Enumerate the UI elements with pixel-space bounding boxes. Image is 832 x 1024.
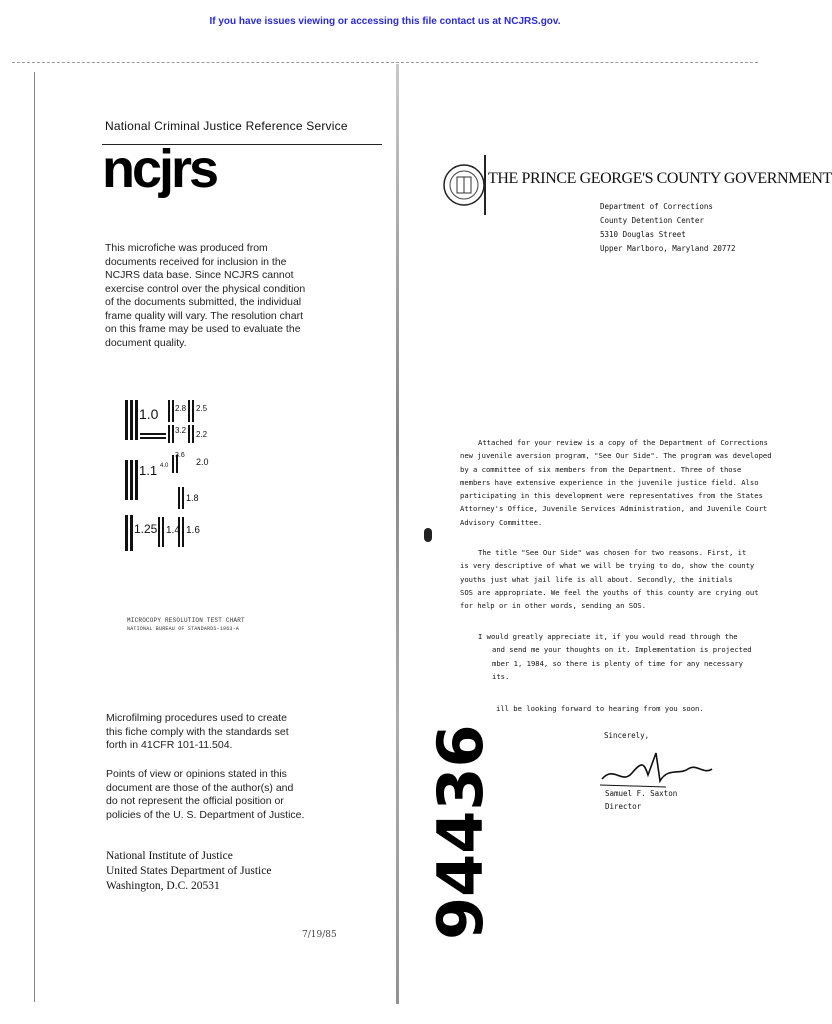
- letter-paragraph-3: [460, 630, 752, 683]
- left-page-edge: [34, 72, 35, 1002]
- institute-line: National Institute of Justice: [106, 850, 233, 862]
- chart-label: 2.8: [175, 404, 187, 413]
- institute-line: Washington, D.C. 20531: [106, 880, 220, 892]
- accession-number-text: 94436: [424, 724, 497, 940]
- department-line: Upper Marlboro, Maryland 20772: [600, 244, 736, 253]
- letter-line: participating in this development were representatives from the States: [460, 491, 763, 501]
- ncjrs-logo: ncjrs: [102, 139, 217, 199]
- binder-hole: [424, 528, 432, 542]
- institute-address: [106, 849, 271, 894]
- chart-label: 2.5: [196, 404, 208, 413]
- letter-line: youths just what jail life is all about. Secondly, the initials: [460, 574, 733, 584]
- service-name: National Criminal Justice Reference Service: [105, 119, 348, 133]
- letter-line: is very descriptive of what we will be trying to do, show the county: [460, 561, 755, 571]
- chart-label: 1.4: [166, 525, 180, 536]
- letter-line: ill be looking forward to hearing from you soon.: [496, 704, 704, 713]
- letter-line: Advisory Committee.: [460, 517, 543, 527]
- signer-block: [605, 787, 677, 813]
- letter-line: The title "See Our Side" was chosen for two reasons. First, it: [478, 548, 747, 557]
- microfilming-notice: Microfilming procedures used to create this fiche comply with the standards set forth in 41CFR 101-11.504.: [106, 712, 289, 751]
- chart-label: 3.2: [175, 426, 187, 435]
- government-title: THE PRINCE GEORGE'S COUNTY GOVERNMENT: [488, 170, 832, 187]
- letter-line: new juvenile aversion program, "See Our Side". The program was developed: [460, 451, 772, 461]
- chart-caption-line: MICROCOPY RESOLUTION TEST CHART: [127, 617, 245, 624]
- chart-label: 4.0: [160, 463, 169, 469]
- letter-line: and send me your thoughts on it. Implementation is projected: [492, 645, 752, 655]
- resolution-test-chart: [120, 395, 220, 555]
- letter-line: SOS are appropriate. We feel the youths of this county are crying out: [460, 587, 759, 597]
- chart-label: 1.0: [139, 406, 159, 422]
- signer-name: Samuel F. Saxton: [605, 789, 678, 798]
- signer-title: Director: [605, 802, 642, 811]
- page-fold-divider: [396, 64, 399, 1004]
- letter-line: Attached for your review is a copy of the Department of Corrections: [478, 438, 768, 447]
- institute-line: United States Department of Justice: [106, 865, 272, 877]
- letter-paragraph-2: [460, 546, 759, 612]
- letter-line: by a committee of six members from the Department. Three of those: [460, 464, 742, 474]
- letter-line: mber 1, 1984, so there is plenty of time for any necessary: [492, 658, 743, 668]
- chart-label: 1.1: [139, 463, 158, 478]
- letter-paragraph-1: [460, 436, 772, 529]
- chart-label: 1.25: [134, 522, 158, 536]
- letter-line: members have extensive experience in the juvenile justice field. Also: [460, 477, 759, 487]
- department-address: [600, 200, 735, 256]
- accession-number-handwritten: [424, 660, 497, 950]
- chart-label: 2.0: [196, 457, 209, 467]
- chart-label: 2.2: [196, 430, 208, 439]
- chart-label: 3.6: [175, 452, 185, 459]
- chart-label: 1.8: [186, 493, 199, 503]
- ncjrs-contact-banner[interactable]: If you have issues viewing or accessing this file contact us at NCJRS.gov.: [209, 16, 561, 27]
- letter-line: its.: [492, 671, 510, 681]
- letter-line: I would greatly appreciate it, if you would read through the: [478, 632, 738, 641]
- county-seal-icon: [440, 143, 488, 227]
- chart-caption: [127, 616, 245, 634]
- letter-paragraph-4: [460, 702, 746, 715]
- chart-caption-line: NATIONAL BUREAU OF STANDARDS-1963-A: [127, 626, 240, 632]
- department-line: Department of Corrections: [600, 202, 713, 211]
- letter-line: Attorney's Office, Juvenile Services Administration, and Juvenile Court: [460, 504, 768, 514]
- letter-closing: Sincerely,: [604, 731, 650, 740]
- opinion-notice: Points of view or opinions stated in this document are those of the author(s) and do not represent the official position or policies of the U. S. Department of Justice.: [106, 768, 305, 821]
- department-line: County Detention Center: [600, 216, 704, 225]
- chart-label: 1.6: [186, 525, 200, 536]
- filmed-date-stamp: 7/19/85: [302, 930, 337, 940]
- letter-line: for help or in other words, sending an SOS.: [460, 601, 647, 611]
- microfiche-notice: This microfiche was produced from documents received for inclusion in the NCJRS data base. Since NCJRS cannot exercise control over the physical condition of the documents submitted, the individual frame quality will vary. The resolution chart on this frame may be used to evaluate the document quality.: [105, 242, 306, 349]
- department-line: 5310 Douglas Street: [600, 230, 686, 239]
